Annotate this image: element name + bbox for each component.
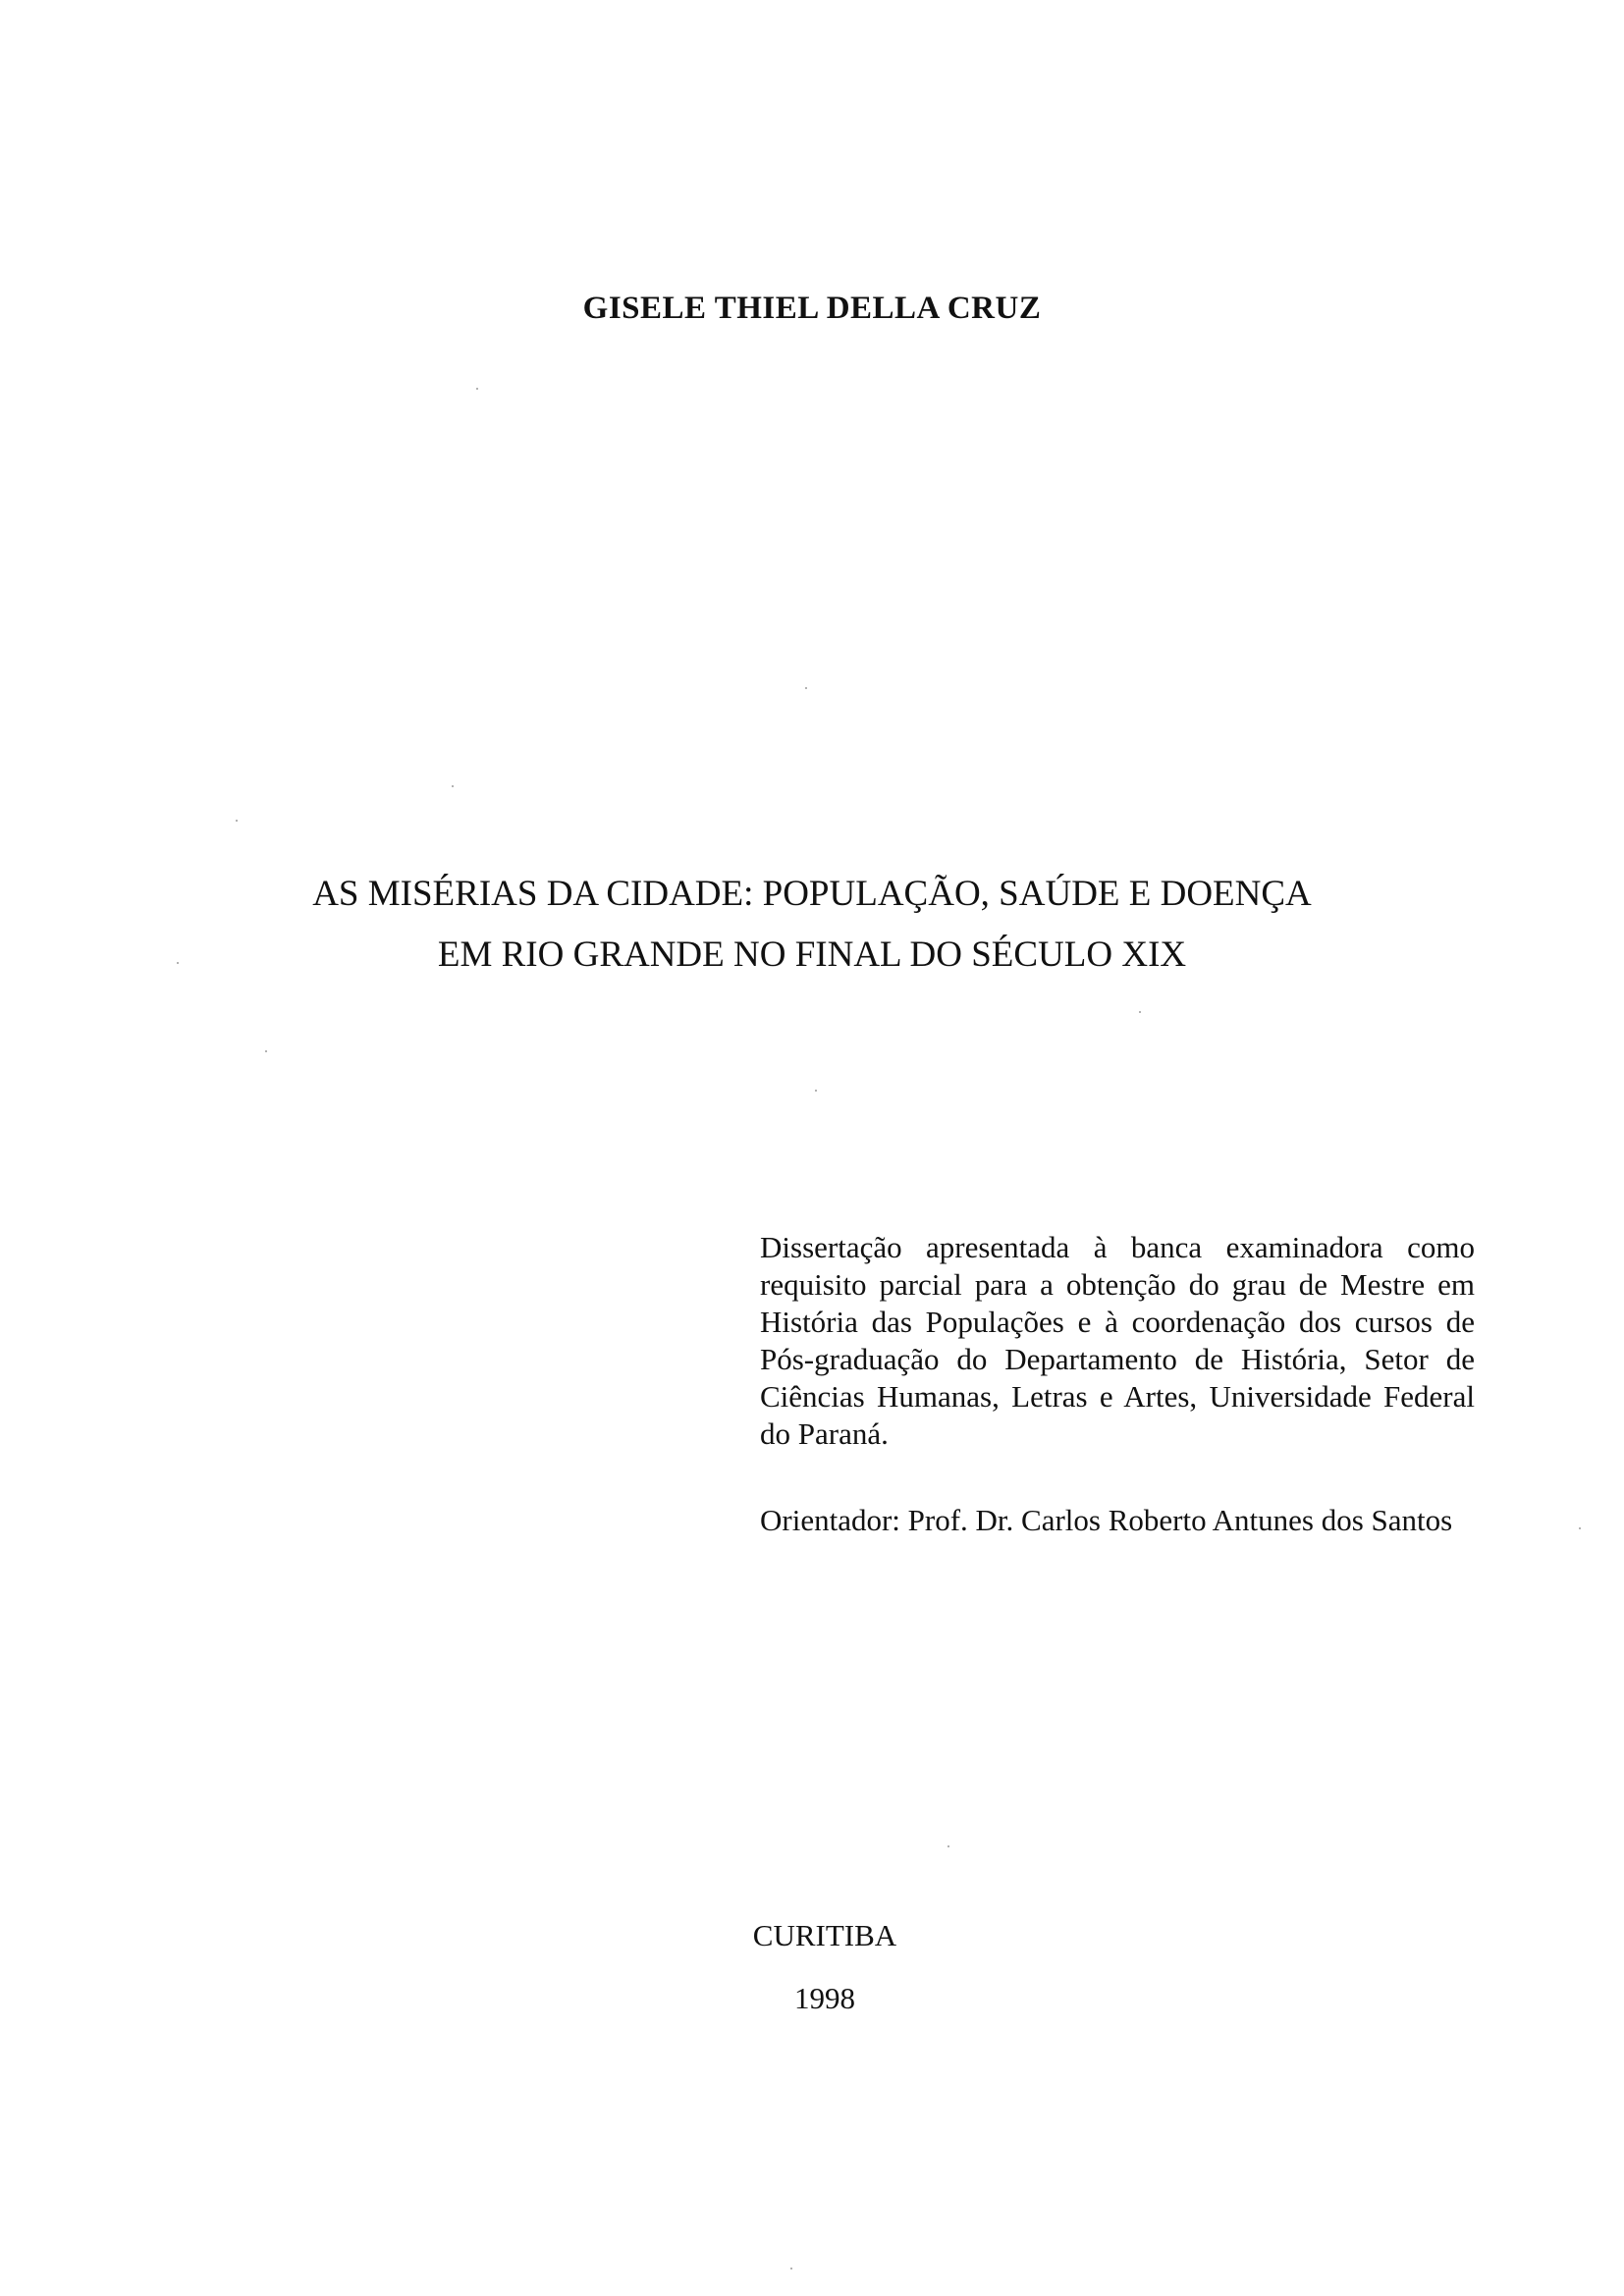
scan-speck [947,1845,949,1847]
publication-year: 1998 [794,1981,855,2015]
scan-speck [1579,1527,1581,1529]
city-name: CURITIBA [752,1918,897,1952]
advisor-line: Orientador: Prof. Dr. Carlos Roberto Antunes dos Santos [760,1503,1453,1537]
scan-speck [236,820,238,822]
dissertation-statement: Dissertação apresentada à banca examinadora como requisito parcial para a obtenção do grau de Mestre em História das Populações e à coordenação dos cursos de Pós-graduação do Departamento de História, Setor de Ciências Humanas, Letras e Artes, Universidade Federal do Paraná. [760,1230,1475,1451]
scan-speck [1139,1011,1141,1013]
scan-speck [452,785,454,787]
scan-speck [265,1050,267,1052]
scan-speck [177,962,179,964]
thesis-title [0,864,1624,986]
author-name: GISELE THIEL DELLA CRUZ [582,291,1042,326]
scan-speck [815,1090,817,1092]
scan-speck [790,2268,792,2269]
thesis-title-line-1: AS MISÉRIAS DA CIDADE: POPULAÇÃO, SAÚDE E DOENÇA [312,874,1312,914]
thesis-title-line-2: EM RIO GRANDE NO FINAL DO SÉCULO XIX [437,934,1187,975]
scan-speck [476,388,478,390]
scan-speck [805,687,807,689]
